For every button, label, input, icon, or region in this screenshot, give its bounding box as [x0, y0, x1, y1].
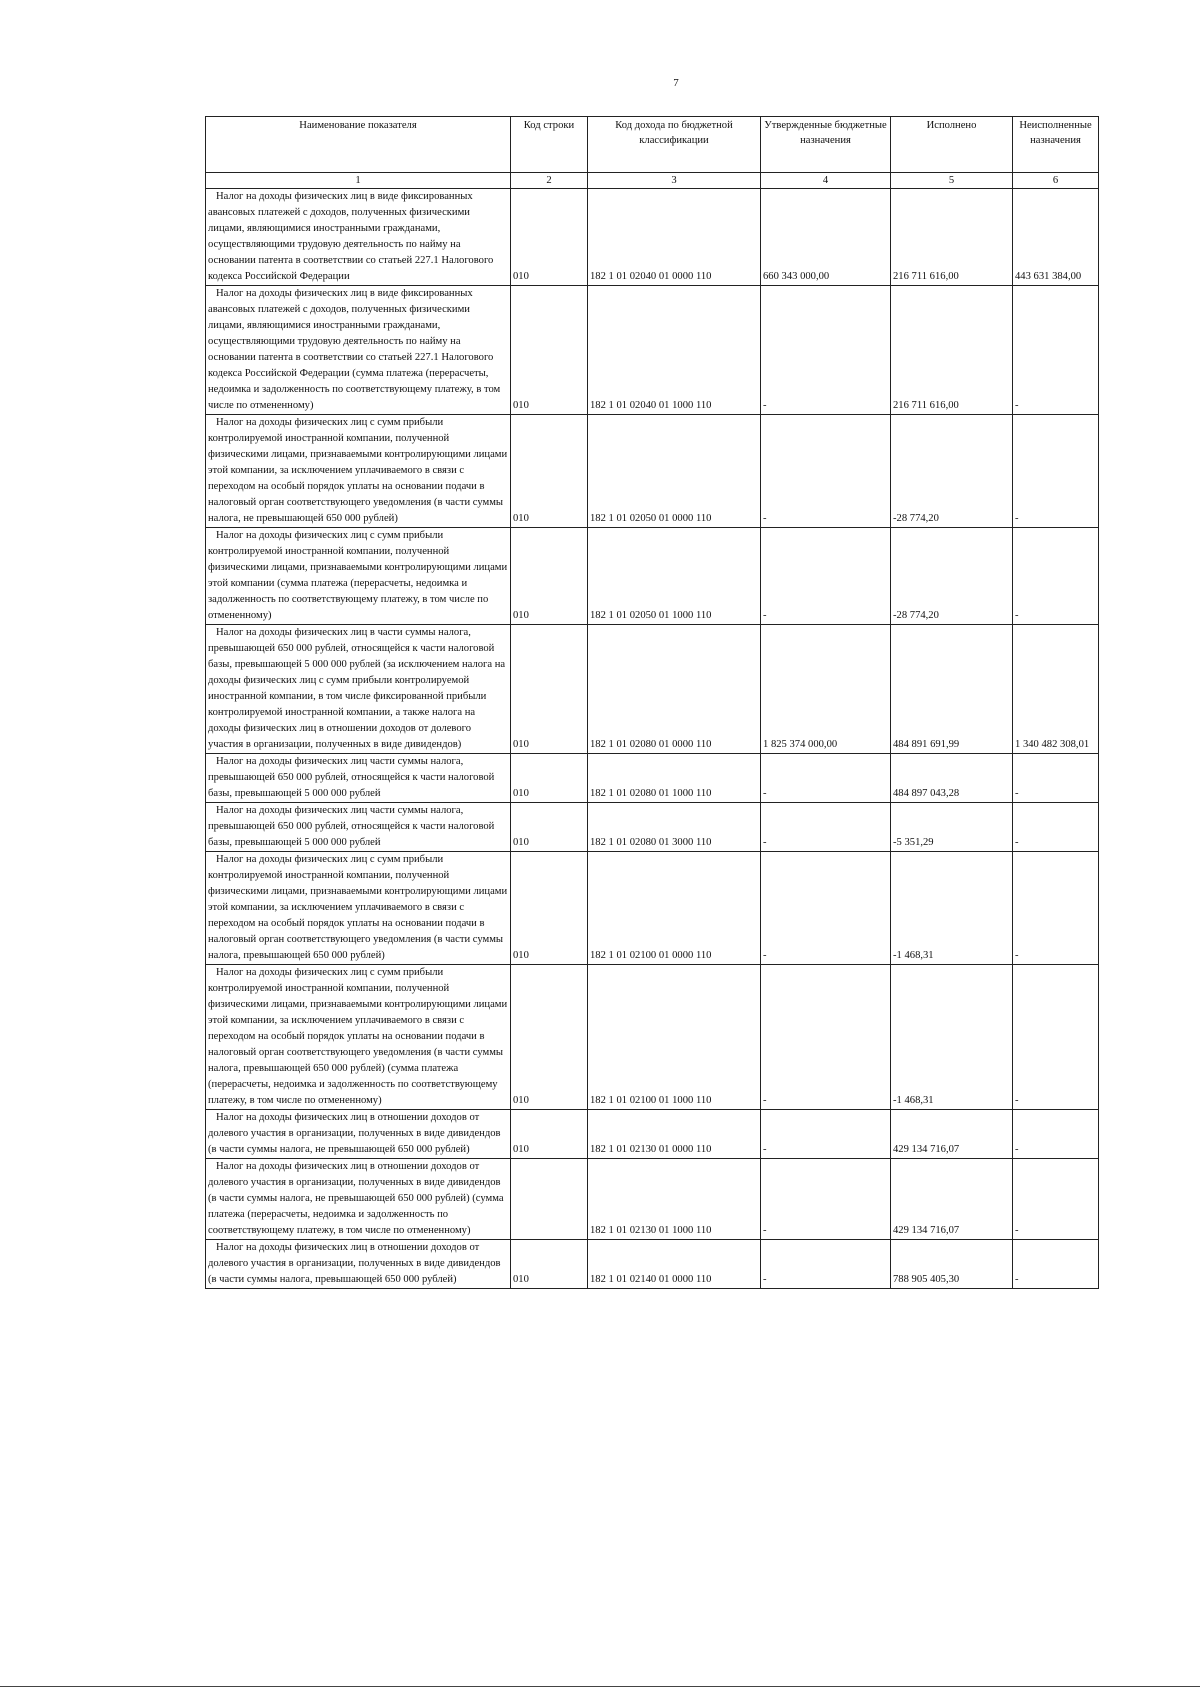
header-line-code: Код строки — [511, 117, 588, 173]
table-row — [206, 803, 1099, 852]
indicator-name-text: Налог на доходы физических лиц с сумм прибыли контролируемой иностранной компании, полученной физическими лицами, признаваемыми контролирующими лицами этой компании, за исключением уплачиваемого в связи с переходом на особый порядок уплаты на основании подачи в налоговый орган соответствующего уведомления (в части суммы налога, превышающей 650 000 рублей) — [208, 854, 508, 961]
executed-cell: -1 468,31 — [891, 965, 1013, 1110]
executed-cell: 484 891 691,99 — [891, 625, 1013, 754]
line-code-cell: 010 — [511, 852, 588, 965]
indicator-name-cell — [206, 1240, 511, 1289]
executed-cell: 429 134 716,07 — [891, 1110, 1013, 1159]
indicator-name-cell — [206, 415, 511, 528]
income-code-cell: 182 1 01 02080 01 1000 110 — [588, 754, 761, 803]
indicator-name-text: Налог на доходы физических лиц в виде фиксированных авансовых платежей с доходов, полученных физическими лицами, являющимися иностранными гражданами, осуществляющими трудовую деятельность по найму на основании патента в соответствии со статьей 227.1 Налогового кодекса Российской Федерации — [208, 191, 494, 282]
header-income-code: Код дохода по бюджетной классификации — [588, 117, 761, 173]
executed-cell: 484 897 043,28 — [891, 754, 1013, 803]
indicator-name-cell — [206, 965, 511, 1110]
approved-cell: 660 343 000,00 — [761, 189, 891, 286]
line-code-cell: 010 — [511, 415, 588, 528]
table-row — [206, 965, 1099, 1110]
unexecuted-cell: - — [1013, 286, 1099, 415]
column-number: 6 — [1013, 173, 1099, 189]
line-code-cell: 010 — [511, 1110, 588, 1159]
line-code-cell: 010 — [511, 803, 588, 852]
unexecuted-cell: - — [1013, 1110, 1099, 1159]
unexecuted-cell: - — [1013, 852, 1099, 965]
approved-cell: - — [761, 286, 891, 415]
income-code-cell: 182 1 01 02130 01 0000 110 — [588, 1110, 761, 1159]
income-code-cell: 182 1 01 02040 01 1000 110 — [588, 286, 761, 415]
executed-cell: 788 905 405,30 — [891, 1240, 1013, 1289]
income-code-cell: 182 1 01 02050 01 1000 110 — [588, 528, 761, 625]
column-number: 1 — [206, 173, 511, 189]
table-row — [206, 286, 1099, 415]
table-row — [206, 1110, 1099, 1159]
table-row — [206, 189, 1099, 286]
line-code-cell: 010 — [511, 1240, 588, 1289]
line-code-cell — [511, 1159, 588, 1240]
header-indicator-name: Наименование показателя — [206, 117, 511, 173]
indicator-name-cell — [206, 803, 511, 852]
income-code-cell: 182 1 01 02140 01 0000 110 — [588, 1240, 761, 1289]
approved-cell: 1 825 374 000,00 — [761, 625, 891, 754]
approved-cell: - — [761, 965, 891, 1110]
indicator-name-text: Налог на доходы физических лиц части суммы налога, превышающей 650 000 рублей, относящейся к части налоговой базы, превышающей 5 000 000 рублей — [208, 756, 495, 799]
indicator-name-cell — [206, 1159, 511, 1240]
approved-cell: - — [761, 1110, 891, 1159]
indicator-name-cell — [206, 1110, 511, 1159]
unexecuted-cell: - — [1013, 754, 1099, 803]
executed-cell: 216 711 616,00 — [891, 286, 1013, 415]
line-code-cell: 010 — [511, 965, 588, 1110]
executed-cell: 429 134 716,07 — [891, 1159, 1013, 1240]
indicator-name-text: Налог на доходы физических лиц с сумм прибыли контролируемой иностранной компании, полученной физическими лицами, признаваемыми контролирующими лицами этой компании, за исключением уплачиваемого в связи с переходом на особый порядок уплаты на основании подачи в налоговый орган соответствующего уведомления (в части суммы налога, не превышающей 650 000 рублей) — [208, 417, 508, 524]
approved-cell: - — [761, 415, 891, 528]
table-row — [206, 528, 1099, 625]
income-code-cell: 182 1 01 02040 01 0000 110 — [588, 189, 761, 286]
column-number-row — [206, 173, 1099, 189]
approved-cell: - — [761, 528, 891, 625]
executed-cell: -5 351,29 — [891, 803, 1013, 852]
indicator-name-text: Налог на доходы физических лиц части суммы налога, превышающей 650 000 рублей, относящейся к части налоговой базы, превышающей 5 000 000 рублей — [208, 805, 495, 848]
indicator-name-text: Налог на доходы физических лиц в отношении доходов от долевого участия в организации, полученных в виде дивидендов (в части суммы налога, превышающей 650 000 рублей) — [208, 1242, 501, 1285]
table-row — [206, 1240, 1099, 1289]
table-row — [206, 754, 1099, 803]
indicator-name-text: Налог на доходы физических лиц с сумм прибыли контролируемой иностранной компании, полученной физическими лицами, признаваемыми контролирующими лицами этой компании (сумма платежа (перерасчеты, недоимка и задолженность по соответствующему платежу, в том числе по отмененному) — [208, 530, 508, 621]
unexecuted-cell: - — [1013, 803, 1099, 852]
unexecuted-cell: - — [1013, 1159, 1099, 1240]
indicator-name-text: Налог на доходы физических лиц в отношении доходов от долевого участия в организации, полученных в виде дивидендов (в части суммы налога, не превышающей 650 000 рублей) (сумма платежа (перерасчеты, недоимка и задолженность по соответствующему платежу, в том числе по отмененному) — [208, 1161, 504, 1236]
indicator-name-text: Налог на доходы физических лиц в виде фиксированных авансовых платежей с доходов, полученных физическими лицами, являющимися иностранными гражданами, осуществляющими трудовую деятельность по найму на основании патента в соответствии со статьей 227.1 Налогового кодекса Российской Федерации (сумма платежа (перерасчеты, недоимка и задолженность по соответствующему платежу, в том числе по отмененному) — [208, 288, 501, 411]
income-code-cell: 182 1 01 02100 01 1000 110 — [588, 965, 761, 1110]
budget-execution-table — [205, 116, 1099, 1289]
executed-cell: -1 468,31 — [891, 852, 1013, 965]
line-code-cell: 010 — [511, 286, 588, 415]
indicator-name-cell — [206, 189, 511, 286]
unexecuted-cell: - — [1013, 965, 1099, 1110]
indicator-name-cell — [206, 852, 511, 965]
page-bottom-rule — [0, 1686, 1200, 1687]
page-number: 7 — [673, 77, 679, 89]
income-code-cell: 182 1 01 02080 01 3000 110 — [588, 803, 761, 852]
column-number: 5 — [891, 173, 1013, 189]
header-executed: Исполнено — [891, 117, 1013, 173]
line-code-cell: 010 — [511, 625, 588, 754]
unexecuted-cell: 443 631 384,00 — [1013, 189, 1099, 286]
executed-cell: -28 774,20 — [891, 528, 1013, 625]
indicator-name-text: Налог на доходы физических лиц в отношении доходов от долевого участия в организации, полученных в виде дивидендов (в части суммы налога, не превышающей 650 000 рублей) — [208, 1112, 501, 1155]
column-number: 3 — [588, 173, 761, 189]
table-row — [206, 852, 1099, 965]
unexecuted-cell: - — [1013, 1240, 1099, 1289]
income-code-cell: 182 1 01 02130 01 1000 110 — [588, 1159, 761, 1240]
column-number: 4 — [761, 173, 891, 189]
indicator-name-cell — [206, 286, 511, 415]
line-code-cell: 010 — [511, 754, 588, 803]
indicator-name-cell — [206, 625, 511, 754]
column-number: 2 — [511, 173, 588, 189]
line-code-cell: 010 — [511, 189, 588, 286]
unexecuted-cell: - — [1013, 528, 1099, 625]
indicator-name-text: Налог на доходы физических лиц в части суммы налога, превышающей 650 000 рублей, относящейся к части налоговой базы, превышающей 5 000 000 рублей (за исключением налога на доходы физических лиц с сумм прибыли контролируемой иностранной компании, в том числе фиксированной прибыли контролируемой иностранной компании, а также налога на доходы физических лиц в отношении доходов от долевого участия в организации, полученных в виде дивидендов) — [208, 627, 506, 750]
indicator-name-cell — [206, 528, 511, 625]
table-row — [206, 625, 1099, 754]
approved-cell: - — [761, 1240, 891, 1289]
executed-cell: 216 711 616,00 — [891, 189, 1013, 286]
approved-cell: - — [761, 754, 891, 803]
table-body — [206, 189, 1099, 1289]
indicator-name-cell — [206, 754, 511, 803]
income-code-cell: 182 1 01 02100 01 0000 110 — [588, 852, 761, 965]
table-row — [206, 415, 1099, 528]
approved-cell: - — [761, 803, 891, 852]
approved-cell: - — [761, 1159, 891, 1240]
line-code-cell: 010 — [511, 528, 588, 625]
income-code-cell: 182 1 01 02080 01 0000 110 — [588, 625, 761, 754]
header-row — [206, 117, 1099, 173]
unexecuted-cell: 1 340 482 308,01 — [1013, 625, 1099, 754]
table-row — [206, 1159, 1099, 1240]
unexecuted-cell: - — [1013, 415, 1099, 528]
header-approved: Утвержденные бюджетные назначения — [761, 117, 891, 173]
executed-cell: -28 774,20 — [891, 415, 1013, 528]
header-unexecuted: Неисполненные назначения — [1013, 117, 1099, 173]
indicator-name-text: Налог на доходы физических лиц с сумм прибыли контролируемой иностранной компании, полученной физическими лицами, признаваемыми контролирующими лицами этой компании, за исключением уплачиваемого в связи с переходом на особый порядок уплаты на основании подачи в налоговый орган соответствующего уведомления (в части суммы налога, превышающей 650 000 рублей) (сумма платежа (перерасчеты, недоимка и задолженность по соответствующему платежу, в том числе по отмененному) — [208, 967, 508, 1106]
approved-cell: - — [761, 852, 891, 965]
income-code-cell: 182 1 01 02050 01 0000 110 — [588, 415, 761, 528]
